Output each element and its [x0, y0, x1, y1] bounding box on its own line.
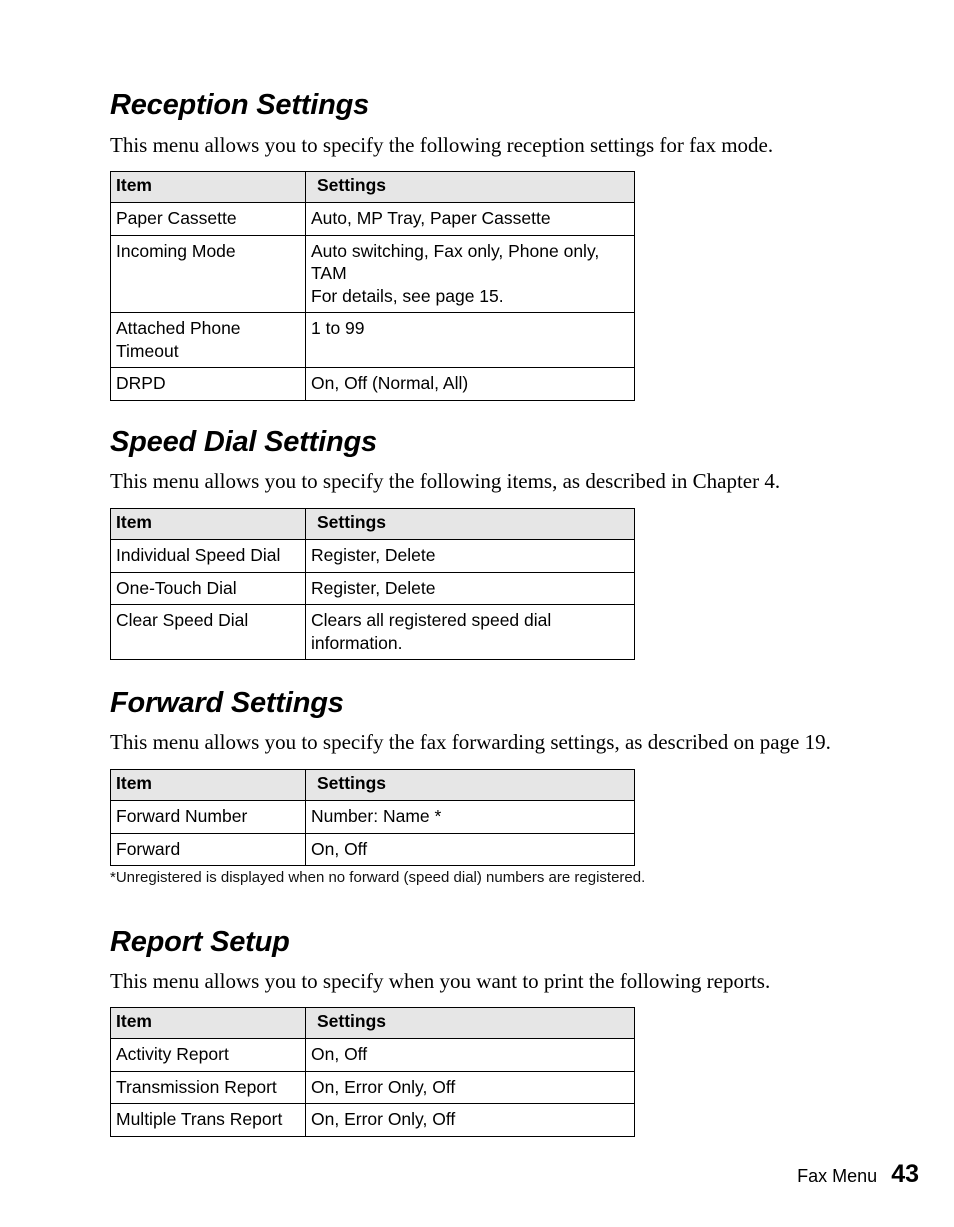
report-setup-section	[110, 925, 870, 1129]
reception-settings-table	[110, 171, 635, 401]
settings-cell: Number: Name *	[306, 801, 635, 834]
table-header-row	[111, 172, 635, 203]
item-cell: One-Touch Dial	[111, 572, 306, 605]
settings-cell: On, Error Only, Off	[306, 1071, 635, 1104]
table-row	[111, 1039, 635, 1072]
table-row	[111, 833, 635, 866]
settings-cell: Register, Delete	[306, 572, 635, 605]
table-row	[111, 572, 635, 605]
column-header-settings: Settings	[306, 172, 635, 203]
page-footer	[797, 1160, 919, 1189]
section-intro: This menu allows you to specify when you want to print the following reports.	[110, 969, 771, 993]
settings-cell: Register, Delete	[306, 540, 635, 573]
page-number: 43	[891, 1160, 919, 1188]
table-row	[111, 1104, 635, 1137]
settings-cell: 1 to 99	[306, 313, 635, 368]
report-setup-table	[110, 1007, 635, 1137]
item-cell: DRPD	[111, 368, 306, 401]
column-header-item: Item	[111, 509, 306, 540]
section-intro: This menu allows you to specify the following reception settings for fax mode.	[110, 133, 774, 157]
table-row	[111, 203, 635, 236]
section-title: Report Setup	[110, 926, 290, 958]
speed-dial-settings-table	[110, 508, 635, 660]
item-cell: Paper Cassette	[111, 203, 306, 236]
item-cell: Multiple Trans Report	[111, 1104, 306, 1137]
section-intro: This menu allows you to specify the following items, as described in Chapter 4.	[110, 469, 781, 493]
table-row	[111, 368, 635, 401]
footer-chapter-label: Fax Menu	[797, 1166, 878, 1186]
section-intro: This menu allows you to specify the fax forwarding settings, as described on page 19.	[110, 730, 831, 754]
table-header-row	[111, 1008, 635, 1039]
footnote: *Unregistered is displayed when no forward (speed dial) numbers are registered.	[110, 869, 646, 886]
column-header-item: Item	[111, 172, 306, 203]
settings-cell: Auto switching, Fax only, Phone only, TAM For details, see page 15.	[306, 235, 635, 313]
settings-cell: On, Off	[306, 1039, 635, 1072]
table-row	[111, 540, 635, 573]
settings-cell: Clears all registered speed dial information.	[306, 605, 635, 660]
forward-settings-section	[110, 686, 870, 886]
section-title: Forward Settings	[110, 687, 344, 719]
table-row	[111, 605, 635, 660]
reception-settings-section	[110, 88, 870, 393]
item-cell: Forward Number	[111, 801, 306, 834]
settings-cell: Auto, MP Tray, Paper Cassette	[306, 203, 635, 236]
table-row	[111, 1071, 635, 1104]
section-title: Reception Settings	[110, 89, 370, 121]
item-cell: Transmission Report	[111, 1071, 306, 1104]
settings-cell: On, Off	[306, 833, 635, 866]
table-header-row	[111, 509, 635, 540]
speed-dial-settings-section	[110, 425, 870, 653]
table-header-row	[111, 770, 635, 801]
column-header-settings: Settings	[306, 509, 635, 540]
item-cell: Attached Phone Timeout	[111, 313, 306, 368]
section-title: Speed Dial Settings	[110, 426, 377, 458]
column-header-settings: Settings	[306, 1008, 635, 1039]
column-header-settings: Settings	[306, 770, 635, 801]
item-cell: Forward	[111, 833, 306, 866]
settings-cell: On, Error Only, Off	[306, 1104, 635, 1137]
item-cell: Incoming Mode	[111, 235, 306, 313]
forward-settings-table	[110, 769, 635, 866]
table-row	[111, 801, 635, 834]
column-header-item: Item	[111, 1008, 306, 1039]
table-row	[111, 235, 635, 313]
item-cell: Clear Speed Dial	[111, 605, 306, 660]
settings-cell: On, Off (Normal, All)	[306, 368, 635, 401]
item-cell: Activity Report	[111, 1039, 306, 1072]
column-header-item: Item	[111, 770, 306, 801]
item-cell: Individual Speed Dial	[111, 540, 306, 573]
table-row	[111, 313, 635, 368]
